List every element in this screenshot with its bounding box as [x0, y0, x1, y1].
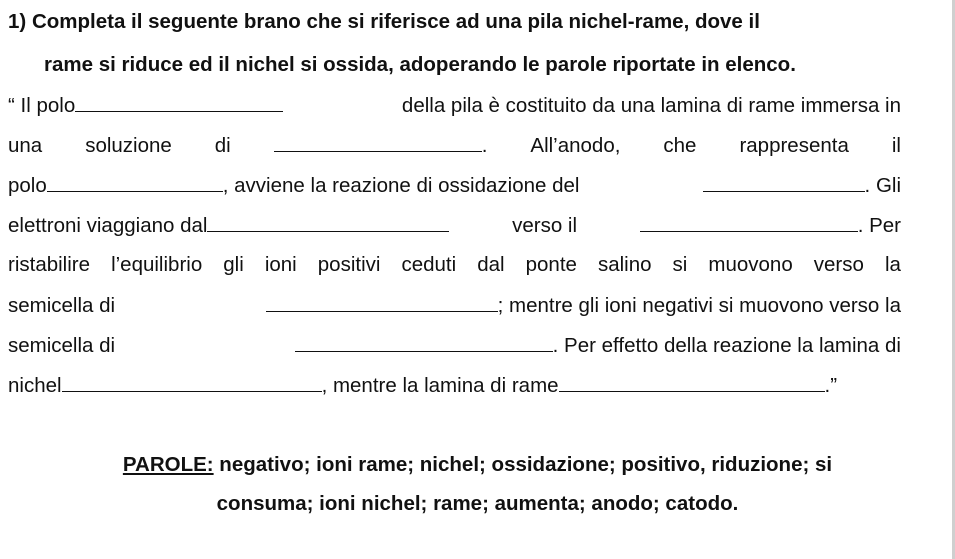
line1-end: della pila è costituito da una lamina di rame immersa in	[401, 94, 901, 117]
line1-start: “ Il polo	[8, 94, 76, 117]
blank-4[interactable]	[703, 173, 865, 192]
exercise-number: 1)	[8, 10, 27, 33]
word: il	[891, 134, 901, 157]
line8-middle: , mentre la lamina di rame	[321, 374, 559, 397]
blank-8[interactable]	[295, 333, 553, 352]
word: ioni	[264, 253, 297, 276]
text-line-5	[8, 253, 901, 277]
exercise-title-text-2: rame si riduce ed il nichel si ossida, adoperando le parole riportate in elenco.	[44, 53, 796, 76]
line6-start: semicella di	[8, 294, 116, 317]
word: si	[672, 253, 688, 276]
word: dal	[477, 253, 505, 276]
line7-start: semicella di	[8, 334, 116, 357]
word: salino	[597, 253, 652, 276]
word: che	[663, 134, 697, 157]
word-bank-line-2	[0, 492, 955, 516]
blank-9[interactable]	[62, 373, 322, 392]
word-bank-list-2: consuma; ioni nichel; rame; aumenta; anodo; catodo.	[216, 492, 739, 515]
blank-7[interactable]	[266, 293, 498, 312]
blank-6[interactable]	[640, 213, 858, 232]
text-line-6	[8, 293, 901, 318]
word: ponte	[525, 253, 577, 276]
blank-10[interactable]	[559, 373, 825, 392]
word: ceduti	[401, 253, 457, 276]
word-bank-line-1	[0, 453, 955, 477]
word: di	[214, 134, 231, 157]
blank-5[interactable]	[207, 213, 449, 232]
word-bank-list-1: negativo; ioni rame; nichel; ossidazione; positivo, riduzione; si	[213, 453, 833, 476]
word: ristabilire	[8, 253, 91, 276]
word: gli	[223, 253, 244, 276]
text-line-3	[8, 173, 901, 198]
line3-middle: , avviene la reazione di ossidazione del	[222, 174, 580, 197]
text-line-8	[8, 373, 901, 398]
blank-2[interactable]	[274, 133, 482, 152]
word: .	[481, 134, 488, 157]
text-line-7	[8, 333, 901, 358]
word: All’anodo,	[530, 134, 621, 157]
word: muovono	[708, 253, 793, 276]
line6-end: ; mentre gli ioni negativi si muovono verso la	[497, 294, 901, 317]
word: una	[8, 134, 43, 157]
line8-start: nichel	[8, 374, 62, 397]
line8-end: .”	[824, 374, 838, 397]
exercise-title-line-1	[8, 10, 901, 34]
exercise-title-text-1: Completa il seguente brano che si riferisce ad una pila nichel-rame, dove il	[31, 10, 760, 33]
word: positivi	[317, 253, 381, 276]
text-line-4	[8, 213, 901, 238]
line4-end: . Per	[857, 214, 901, 237]
word-bank-label: PAROLE:	[122, 453, 214, 476]
line7-end: . Per effetto della reazione la lamina di	[552, 334, 901, 357]
line3-end: . Gli	[864, 174, 901, 197]
word: soluzione	[85, 134, 172, 157]
blank-1[interactable]	[75, 93, 283, 112]
blank-3[interactable]	[47, 173, 223, 192]
line4-start: elettroni viaggiano dal	[8, 214, 208, 237]
word: verso	[813, 253, 864, 276]
text-line-2	[8, 133, 901, 158]
exercise-title-line-2	[44, 53, 901, 77]
line4-middle: verso il	[512, 214, 578, 237]
word: rappresenta	[739, 134, 849, 157]
line3-start: polo	[8, 174, 47, 197]
text-line-1	[8, 93, 901, 118]
word: la	[884, 253, 901, 276]
word: l’equilibrio	[111, 253, 203, 276]
